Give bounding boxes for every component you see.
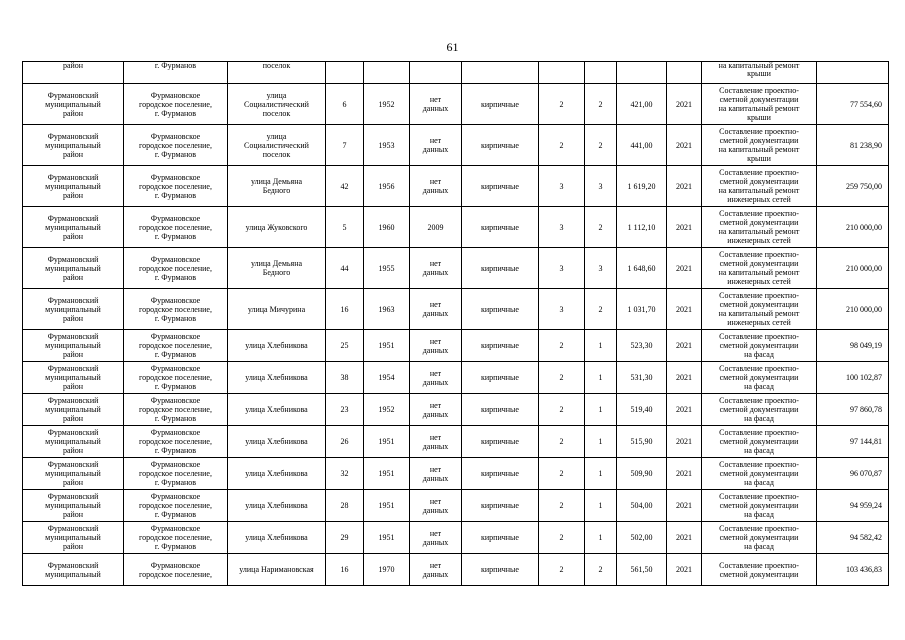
cell-street: улица Хлебникова — [228, 426, 326, 458]
cell-cost: 259 750,00 — [817, 166, 889, 207]
cell-district: Фурмановский муниципальный район — [23, 166, 124, 207]
cell-entrances: 1 — [585, 394, 617, 426]
cell-floors: 2 — [539, 125, 585, 166]
cell-wall-material: кирпичные — [462, 166, 539, 207]
cell-floors: 2 — [539, 522, 585, 554]
cell-work-type: Составление проектно- сметной документации — [702, 554, 817, 586]
cell-area: 504,00 — [617, 490, 667, 522]
cell-work-type: Составление проектно- сметной документации на капитальный ремонт инженерных сетей — [702, 289, 817, 330]
cell-area: 523,30 — [617, 330, 667, 362]
cell-entrances: 1 — [585, 330, 617, 362]
cell-floors: 2 — [539, 394, 585, 426]
cell-plan-year: 2021 — [667, 458, 702, 490]
cell-cost: 100 102,87 — [817, 362, 889, 394]
cell-construction-year — [364, 62, 410, 84]
cell-work-type: на капитальный ремонт крыши — [702, 62, 817, 84]
cell-floors: 2 — [539, 84, 585, 125]
cell-cost: 210 000,00 — [817, 248, 889, 289]
cell-settlement: Фурмановское городское поселение, г. Фурманов — [124, 490, 228, 522]
cell-floors: 2 — [539, 330, 585, 362]
cell-street: улица Наримановская — [228, 554, 326, 586]
housing-repair-table — [22, 61, 889, 586]
cell-area: 519,40 — [617, 394, 667, 426]
cell-overhaul-year: нет данных — [410, 426, 462, 458]
cell-construction-year: 1951 — [364, 490, 410, 522]
cell-entrances — [585, 62, 617, 84]
cell-work-type: Составление проектно- сметной документации на капитальный ремонт крыши — [702, 125, 817, 166]
cell-area — [617, 62, 667, 84]
cell-entrances: 1 — [585, 490, 617, 522]
cell-district: Фурмановский муниципальный район — [23, 522, 124, 554]
cell-area: 1 031,70 — [617, 289, 667, 330]
cell-wall-material: кирпичные — [462, 362, 539, 394]
table-row — [23, 522, 889, 554]
cell-overhaul-year: нет данных — [410, 394, 462, 426]
cell-house-number: 28 — [326, 490, 364, 522]
cell-cost — [817, 62, 889, 84]
cell-plan-year: 2021 — [667, 207, 702, 248]
cell-construction-year: 1951 — [364, 330, 410, 362]
cell-plan-year: 2021 — [667, 490, 702, 522]
cell-cost: 94 959,24 — [817, 490, 889, 522]
cell-plan-year: 2021 — [667, 362, 702, 394]
cell-construction-year: 1960 — [364, 207, 410, 248]
cell-street: улица Жуковского — [228, 207, 326, 248]
cell-entrances: 3 — [585, 248, 617, 289]
cell-work-type: Составление проектно- сметной документации на фасад — [702, 490, 817, 522]
table-row — [23, 394, 889, 426]
table-row — [23, 125, 889, 166]
cell-cost: 96 070,87 — [817, 458, 889, 490]
cell-street: улица Хлебникова — [228, 362, 326, 394]
cell-floors: 2 — [539, 490, 585, 522]
cell-plan-year: 2021 — [667, 330, 702, 362]
cell-house-number: 44 — [326, 248, 364, 289]
table-row — [23, 248, 889, 289]
table-row — [23, 166, 889, 207]
cell-construction-year: 1952 — [364, 394, 410, 426]
cell-street: улица Хлебникова — [228, 522, 326, 554]
cell-construction-year: 1956 — [364, 166, 410, 207]
cell-settlement: Фурмановское городское поселение, г. Фурманов — [124, 362, 228, 394]
cell-district: Фурмановский муниципальный район — [23, 426, 124, 458]
cell-entrances: 2 — [585, 84, 617, 125]
cell-floors: 2 — [539, 458, 585, 490]
cell-work-type: Составление проектно- сметной документации на фасад — [702, 362, 817, 394]
cell-house-number: 32 — [326, 458, 364, 490]
cell-cost: 103 436,83 — [817, 554, 889, 586]
cell-plan-year: 2021 — [667, 125, 702, 166]
cell-overhaul-year: нет данных — [410, 522, 462, 554]
cell-floors: 3 — [539, 207, 585, 248]
cell-cost: 77 554,60 — [817, 84, 889, 125]
cell-settlement: г. Фурманов — [124, 62, 228, 84]
cell-area: 441,00 — [617, 125, 667, 166]
cell-construction-year: 1952 — [364, 84, 410, 125]
cell-house-number: 5 — [326, 207, 364, 248]
cell-overhaul-year: нет данных — [410, 125, 462, 166]
cell-plan-year: 2021 — [667, 522, 702, 554]
cell-entrances: 1 — [585, 362, 617, 394]
cell-district: Фурмановский муниципальный район — [23, 458, 124, 490]
cell-cost: 210 000,00 — [817, 289, 889, 330]
cell-settlement: Фурмановское городское поселение, г. Фурманов — [124, 522, 228, 554]
cell-floors — [539, 62, 585, 84]
cell-settlement: Фурмановское городское поселение, г. Фурманов — [124, 125, 228, 166]
cell-settlement: Фурмановское городское поселение, г. Фурманов — [124, 207, 228, 248]
cell-construction-year: 1951 — [364, 522, 410, 554]
cell-house-number: 26 — [326, 426, 364, 458]
cell-floors: 2 — [539, 426, 585, 458]
table-row — [23, 62, 889, 84]
cell-cost: 97 144,81 — [817, 426, 889, 458]
table-row — [23, 490, 889, 522]
cell-area: 1 648,60 — [617, 248, 667, 289]
cell-plan-year: 2021 — [667, 248, 702, 289]
cell-floors: 2 — [539, 554, 585, 586]
cell-entrances: 2 — [585, 289, 617, 330]
cell-district: Фурмановский муниципальный район — [23, 330, 124, 362]
cell-cost: 81 238,90 — [817, 125, 889, 166]
cell-settlement: Фурмановское городское поселение, г. Фурманов — [124, 248, 228, 289]
cell-cost: 94 582,42 — [817, 522, 889, 554]
cell-entrances: 2 — [585, 125, 617, 166]
cell-entrances: 2 — [585, 554, 617, 586]
cell-wall-material: кирпичные — [462, 554, 539, 586]
cell-area: 515,90 — [617, 426, 667, 458]
cell-overhaul-year: нет данных — [410, 166, 462, 207]
cell-cost: 98 049,19 — [817, 330, 889, 362]
table-row — [23, 289, 889, 330]
cell-house-number: 25 — [326, 330, 364, 362]
cell-street: улица Хлебникова — [228, 458, 326, 490]
cell-wall-material: кирпичные — [462, 84, 539, 125]
cell-district: Фурмановский муниципальный — [23, 554, 124, 586]
cell-area: 502,00 — [617, 522, 667, 554]
cell-settlement: Фурмановское городское поселение, г. Фурманов — [124, 426, 228, 458]
cell-district: Фурмановский муниципальный район — [23, 362, 124, 394]
cell-street: улица Хлебникова — [228, 394, 326, 426]
cell-cost: 210 000,00 — [817, 207, 889, 248]
cell-work-type: Составление проектно- сметной документации на фасад — [702, 458, 817, 490]
cell-wall-material: кирпичные — [462, 248, 539, 289]
cell-wall-material — [462, 62, 539, 84]
cell-overhaul-year: нет данных — [410, 289, 462, 330]
cell-construction-year: 1953 — [364, 125, 410, 166]
cell-settlement: Фурмановское городское поселение, г. Фурманов — [124, 394, 228, 426]
cell-wall-material: кирпичные — [462, 490, 539, 522]
cell-settlement: Фурмановское городское поселение, г. Фурманов — [124, 84, 228, 125]
cell-cost: 97 860,78 — [817, 394, 889, 426]
cell-floors: 2 — [539, 362, 585, 394]
cell-house-number: 6 — [326, 84, 364, 125]
table-row — [23, 84, 889, 125]
table-row — [23, 458, 889, 490]
cell-entrances: 2 — [585, 207, 617, 248]
cell-work-type: Составление проектно- сметной документации на фасад — [702, 426, 817, 458]
table-row — [23, 330, 889, 362]
cell-plan-year: 2021 — [667, 166, 702, 207]
cell-construction-year: 1955 — [364, 248, 410, 289]
cell-wall-material: кирпичные — [462, 125, 539, 166]
table-row — [23, 207, 889, 248]
cell-area: 561,50 — [617, 554, 667, 586]
table-body — [23, 62, 889, 586]
cell-overhaul-year: нет данных — [410, 490, 462, 522]
cell-work-type: Составление проектно- сметной документации на фасад — [702, 522, 817, 554]
cell-street: поселок — [228, 62, 326, 84]
cell-entrances: 1 — [585, 458, 617, 490]
cell-overhaul-year: нет данных — [410, 330, 462, 362]
cell-overhaul-year: нет данных — [410, 362, 462, 394]
cell-settlement: Фурмановское городское поселение, г. Фурманов — [124, 289, 228, 330]
cell-settlement: Фурмановское городское поселение, г. Фурманов — [124, 458, 228, 490]
cell-house-number: 16 — [326, 554, 364, 586]
cell-wall-material: кирпичные — [462, 289, 539, 330]
cell-overhaul-year: 2009 — [410, 207, 462, 248]
cell-plan-year: 2021 — [667, 394, 702, 426]
cell-wall-material: кирпичные — [462, 207, 539, 248]
cell-district: Фурмановский муниципальный район — [23, 207, 124, 248]
cell-district: Фурмановский муниципальный район — [23, 289, 124, 330]
page-number: 61 — [446, 40, 459, 54]
cell-settlement: Фурмановское городское поселение, г. Фурманов — [124, 330, 228, 362]
cell-settlement: Фурмановское городское поселение, — [124, 554, 228, 586]
cell-construction-year: 1954 — [364, 362, 410, 394]
cell-house-number: 16 — [326, 289, 364, 330]
cell-area: 531,30 — [617, 362, 667, 394]
cell-entrances: 1 — [585, 426, 617, 458]
table-row — [23, 554, 889, 586]
cell-plan-year — [667, 62, 702, 84]
cell-floors: 3 — [539, 289, 585, 330]
cell-street: улица Демьяна Бедного — [228, 166, 326, 207]
cell-work-type: Составление проектно- сметной документации на капитальный ремонт крыши — [702, 84, 817, 125]
cell-floors: 3 — [539, 166, 585, 207]
cell-district: Фурмановский муниципальный район — [23, 490, 124, 522]
cell-area: 1 619,20 — [617, 166, 667, 207]
table-row — [23, 362, 889, 394]
cell-area: 1 112,10 — [617, 207, 667, 248]
cell-street: улица Хлебникова — [228, 330, 326, 362]
cell-entrances: 3 — [585, 166, 617, 207]
cell-construction-year: 1970 — [364, 554, 410, 586]
cell-settlement: Фурмановское городское поселение, г. Фурманов — [124, 166, 228, 207]
cell-area: 509,90 — [617, 458, 667, 490]
cell-plan-year: 2021 — [667, 554, 702, 586]
cell-wall-material: кирпичные — [462, 330, 539, 362]
cell-house-number: 7 — [326, 125, 364, 166]
cell-wall-material: кирпичные — [462, 394, 539, 426]
cell-house-number — [326, 62, 364, 84]
cell-street: улица Социалистический поселок — [228, 125, 326, 166]
cell-overhaul-year: нет данных — [410, 248, 462, 289]
cell-district: Фурмановский муниципальный район — [23, 394, 124, 426]
cell-district: Фурмановский муниципальный район — [23, 84, 124, 125]
cell-floors: 3 — [539, 248, 585, 289]
cell-street: улица Социалистический поселок — [228, 84, 326, 125]
cell-house-number: 38 — [326, 362, 364, 394]
cell-work-type: Составление проектно- сметной документации на фасад — [702, 394, 817, 426]
cell-wall-material: кирпичные — [462, 426, 539, 458]
cell-work-type: Составление проектно- сметной документации на капитальный ремонт инженерных сетей — [702, 207, 817, 248]
cell-street: улица Хлебникова — [228, 490, 326, 522]
cell-entrances: 1 — [585, 522, 617, 554]
cell-wall-material: кирпичные — [462, 458, 539, 490]
cell-area: 421,00 — [617, 84, 667, 125]
cell-overhaul-year — [410, 62, 462, 84]
cell-overhaul-year: нет данных — [410, 84, 462, 125]
cell-house-number: 29 — [326, 522, 364, 554]
cell-work-type: Составление проектно- сметной документации на фасад — [702, 330, 817, 362]
cell-work-type: Составление проектно- сметной документации на капитальный ремонт инженерных сетей — [702, 248, 817, 289]
cell-plan-year: 2021 — [667, 426, 702, 458]
cell-overhaul-year: нет данных — [410, 554, 462, 586]
cell-construction-year: 1951 — [364, 458, 410, 490]
cell-wall-material: кирпичные — [462, 522, 539, 554]
cell-plan-year: 2021 — [667, 289, 702, 330]
cell-work-type: Составление проектно- сметной документации на капитальный ремонт инженерных сетей — [702, 166, 817, 207]
cell-overhaul-year: нет данных — [410, 458, 462, 490]
cell-house-number: 42 — [326, 166, 364, 207]
cell-district: район — [23, 62, 124, 84]
cell-construction-year: 1963 — [364, 289, 410, 330]
cell-construction-year: 1951 — [364, 426, 410, 458]
cell-district: Фурмановский муниципальный район — [23, 248, 124, 289]
cell-house-number: 23 — [326, 394, 364, 426]
cell-plan-year: 2021 — [667, 84, 702, 125]
cell-district: Фурмановский муниципальный район — [23, 125, 124, 166]
cell-street: улица Демьяна Бедного — [228, 248, 326, 289]
cell-street: улица Мичурина — [228, 289, 326, 330]
table-row — [23, 426, 889, 458]
